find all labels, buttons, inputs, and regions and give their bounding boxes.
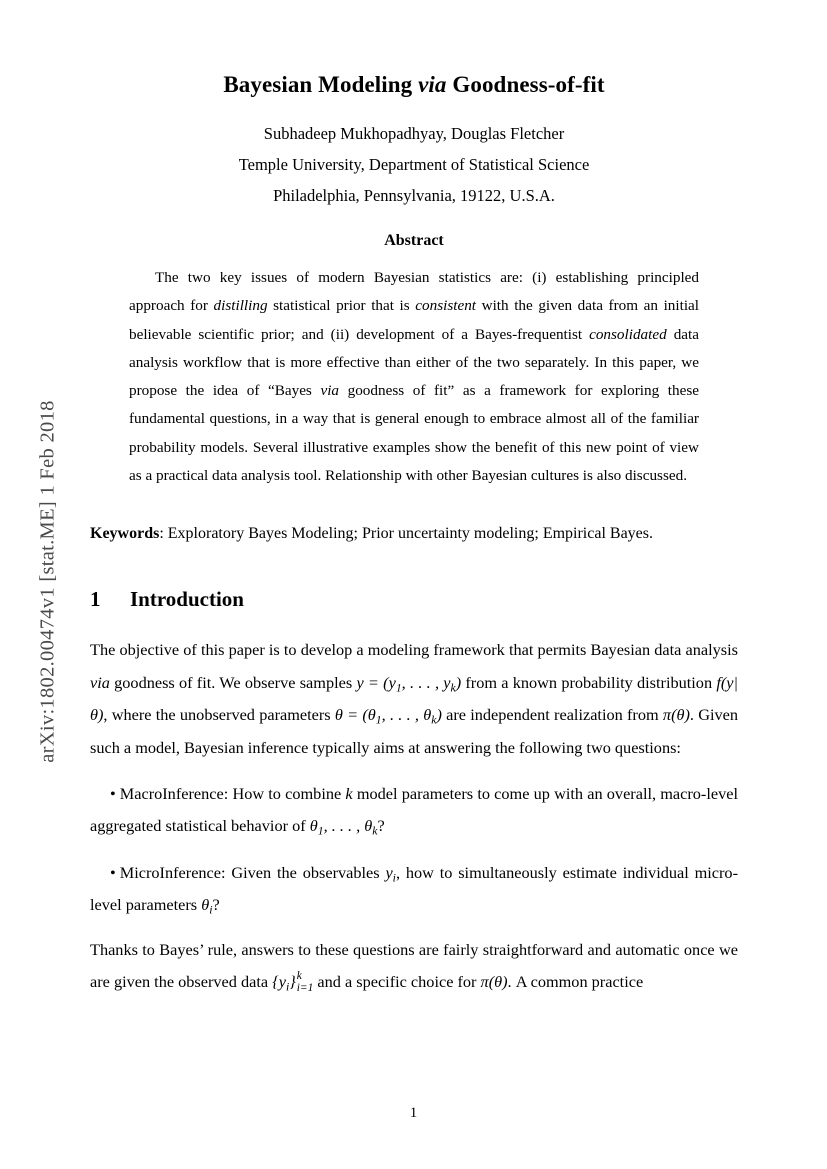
abstract-seg-3: with the given data from an initial believable scientific prior; and (ii) development of a Bayes-frequentist <box>129 297 699 343</box>
p1-ital-via: via <box>90 672 110 692</box>
bullet-2-seg-b: , how to simultaneously estimate individual micro-level parameters <box>90 862 738 915</box>
title-part-1: Bayesian Modeling <box>223 72 419 97</box>
paragraph-intro-1 <box>90 634 738 764</box>
p1-math-theta-subk: k <box>431 713 437 727</box>
abstract-seg-4: data analysis workflow that is more effective than either of the two separately. In this paper, we propose the idea of “Bayes <box>129 325 699 400</box>
abstract-ital-consolidated: consolidated <box>589 325 667 343</box>
p2-seg-c: . A common practice <box>507 971 644 991</box>
p2-math-open: {y <box>272 971 286 991</box>
p1-seg-e: are independent realization from <box>441 705 663 725</box>
p1-math-y-mid: , . . . , y <box>401 672 451 692</box>
p2-math-sup-k: k <box>296 970 302 983</box>
section-number: 1 <box>90 587 101 612</box>
affiliation-line-2: Philadelphia, Pennsylvania, 19122, U.S.A. <box>273 186 555 205</box>
p1-math-theta-mid: , . . . , θ <box>381 705 432 725</box>
abstract-seg-1: The two key issues of modern Bayesian statistics are: (i) establishing principled approach for <box>129 269 699 315</box>
p2-math-prior: π(θ) <box>480 971 508 991</box>
bullet-2-seg-a: Given the observables <box>225 862 386 882</box>
p1-math-theta-close: ) <box>436 705 442 725</box>
abstract-seg-2: statistical prior that is <box>267 297 416 315</box>
bullet-1-seg-b: model parameters to come up with an overall, macro-level aggregated statistical behavior of <box>90 783 738 836</box>
p1-seg-f: . Given such a model, Bayesian inference typically aims at answering the following two questions: <box>90 705 739 757</box>
arxiv-identifier-stamp: arXiv:1802.00474v1 [stat.ME] 1 Feb 2018 <box>36 400 59 763</box>
abstract-heading: Abstract <box>384 232 444 249</box>
p1-math-theta-open: θ = (θ <box>334 705 376 725</box>
title-part-italic: via <box>418 72 447 97</box>
section-heading-introduction <box>90 587 738 612</box>
bullet-1-math-subk: k <box>372 824 378 838</box>
p2-seg-b: and a specific choice for <box>313 971 481 991</box>
bullet-1-math-k: k <box>345 783 353 803</box>
bullet-1-seg-a: How to combine <box>228 783 346 803</box>
paragraph-intro-2 <box>90 934 738 999</box>
p1-math-prior: π(θ) <box>662 705 690 725</box>
p1-math-y-sub1: 1 <box>395 680 402 694</box>
p1-seg-d: , where the unobserved parameters <box>103 705 335 725</box>
p1-math-y-close: ) <box>455 672 462 692</box>
bullet-2-math-theta-sub: i <box>209 903 213 917</box>
p1-seg-a: The objective of this paper is to develop a modeling framework that permits Bayesian data analysis <box>90 640 738 660</box>
p1-seg-b: goodness of fit. We observe samples <box>109 672 357 692</box>
p1-math-theta-vector <box>334 705 442 727</box>
bullet-2-math-yi <box>385 863 396 882</box>
affiliation-line-1: Temple University, Department of Statistical Science <box>238 155 590 174</box>
p2-math-sub-i1: i=1 <box>296 982 314 995</box>
bullet-2-label: • MicroInference: <box>110 862 226 882</box>
bullet-1-math-mid: , . . . , θ <box>323 816 373 836</box>
bullet-2-seg-c: ? <box>212 895 220 915</box>
bullet-1-math-theta: θ <box>309 816 318 836</box>
page-number: 1 <box>409 1105 418 1121</box>
abstract-seg-5: goodness of fit” as a framework for exploring these fundamental questions, in a way that is general enough to embrace almost all of the familiar probability models. Several illustrative examples show the benefit of this new point of view as a practical data analysis tool. Relationship with other Bayesian cultures is also discussed. <box>129 382 699 484</box>
abstract-ital-distilling: distilling <box>213 297 268 315</box>
p1-math-y-open: y = (y <box>356 672 396 692</box>
page-title <box>90 72 738 98</box>
p2-math-sub-i: i <box>285 980 290 994</box>
bullet-2-math-thetai <box>201 895 213 917</box>
bullet-1-seg-c: ? <box>377 816 385 836</box>
bullet-2-math-y: y <box>385 862 393 882</box>
bullet-1-math-thetas <box>309 816 378 838</box>
paper-content <box>90 72 738 1010</box>
bullet-1-label: • MacroInference: <box>110 783 229 803</box>
abstract-ital-via: via <box>320 382 340 400</box>
keywords-line <box>90 520 738 547</box>
title-part-2: Goodness-of-fit <box>446 72 605 97</box>
abstract-text <box>129 264 699 490</box>
p1-math-y-vector <box>356 673 461 692</box>
bullet-2-math-y-sub: i <box>392 870 396 884</box>
p1-seg-c: from a known probability distribution <box>461 672 717 692</box>
keywords-label: Keywords <box>90 525 160 543</box>
bullet-microinference <box>90 857 738 922</box>
p2-math-data-set <box>272 970 314 995</box>
p1-math-theta-sub1: 1 <box>375 713 382 727</box>
section-title: Introduction <box>130 587 244 612</box>
p2-math-close: } <box>289 971 296 991</box>
author-list: Subhadeep Mukhopadhyay, Douglas Fletcher <box>263 124 565 143</box>
p1-math-y-subk: k <box>450 680 456 694</box>
p2-seg-a: Thanks to Bayes’ rule, answers to these questions are fairly straightforward and automatic once we are given the observed data <box>90 939 738 991</box>
abstract-ital-consistent: consistent <box>415 297 477 315</box>
keywords-text: : Exploratory Bayes Modeling; Prior uncertainty modeling; Empirical Bayes. <box>159 525 653 543</box>
p1-math-density: f(y|θ) <box>90 672 738 725</box>
bullet-macroinference <box>90 778 738 843</box>
bullet-1-math-sub1: 1 <box>317 824 324 838</box>
p2-math-limits <box>297 971 314 995</box>
bullet-2-math-theta: θ <box>201 895 210 915</box>
